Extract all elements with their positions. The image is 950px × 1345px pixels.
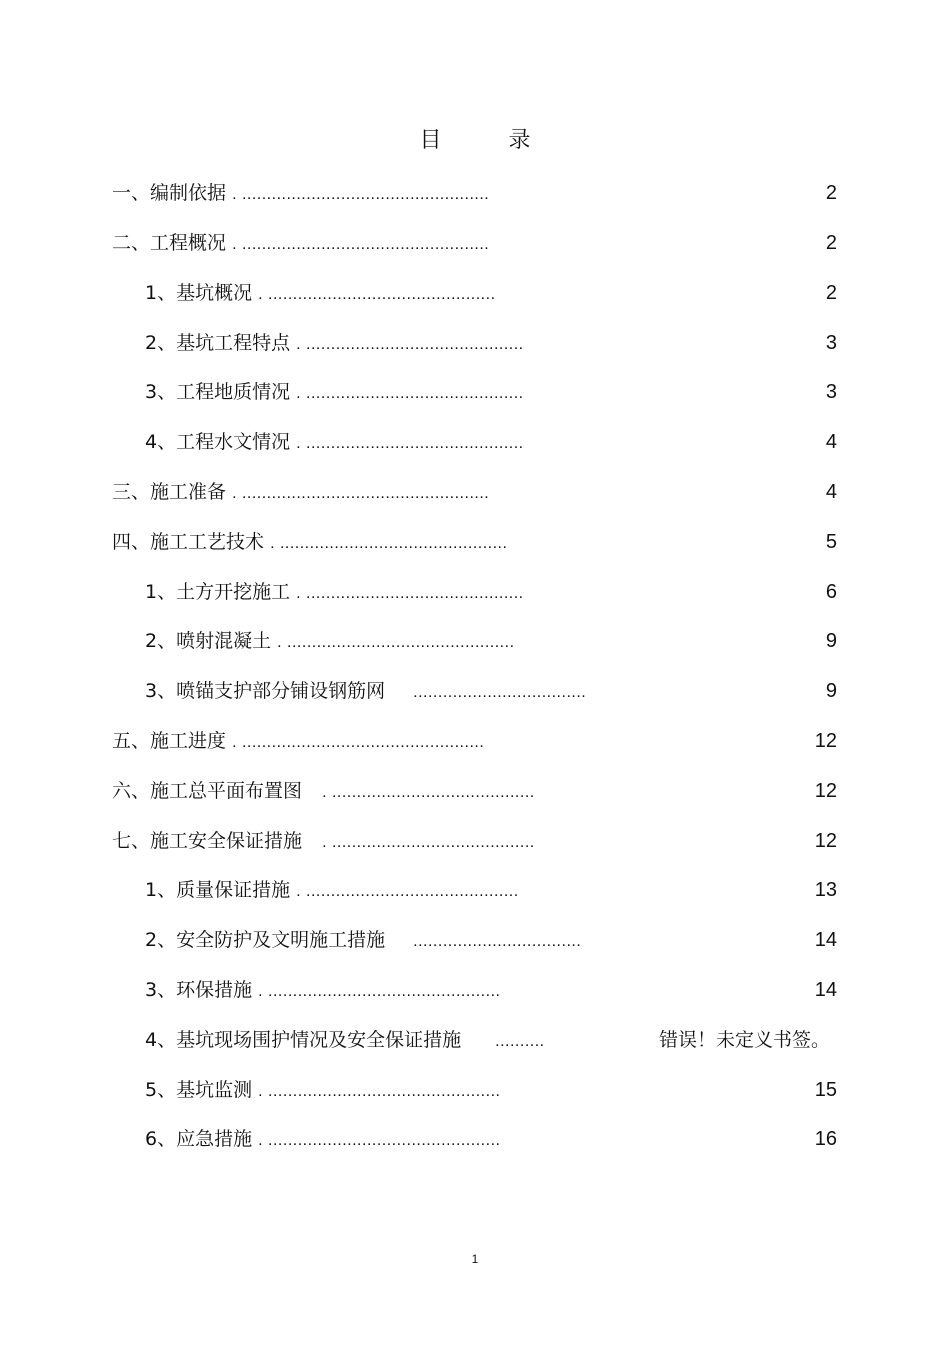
toc-leader-dots: ..........: [495, 1033, 545, 1050]
toc-entry-label: 4、工程水文情况: [145, 431, 291, 453]
toc-entry[interactable]: [145, 923, 581, 957]
toc-leader-dots: . ............................................: [296, 585, 524, 602]
toc-entry[interactable]: [112, 724, 484, 758]
toc-leader-dots: . .................................................: [232, 734, 485, 751]
toc-entry-label: 七、施工安全保证措施: [112, 830, 303, 852]
toc-leader-dots: . .........................................: [322, 834, 535, 851]
toc-entry[interactable]: [112, 176, 489, 210]
toc-entry-label: 2、基坑工程特点: [145, 332, 291, 354]
toc-entry[interactable]: [145, 575, 524, 609]
toc-page-number: 13: [814, 879, 837, 901]
toc-leader-dots: . ............................................: [296, 336, 524, 353]
toc-page-number: 16: [814, 1128, 837, 1150]
toc-leader-dots: . ...............................................: [258, 1132, 501, 1149]
toc-entry[interactable]: [145, 326, 524, 360]
toc-page-number: 14: [814, 929, 837, 951]
toc-entry-label: 3、工程地质情况: [145, 381, 291, 403]
toc-entry-label: 6、应急措施: [145, 1128, 253, 1150]
toc-entry[interactable]: [145, 1122, 500, 1156]
toc-page-number: 9: [825, 680, 837, 702]
toc-entry-label: 1、土方开挖施工: [145, 581, 291, 603]
toc-entry[interactable]: [145, 624, 515, 658]
toc-leader-dots: . ...............................................: [258, 983, 501, 1000]
toc-page-number: 6: [825, 581, 837, 603]
toc-page-number: 2: [825, 282, 837, 304]
toc-entry-label: 1、质量保证措施: [145, 879, 291, 901]
toc-entry[interactable]: [112, 475, 489, 509]
toc-entry-label: 3、喷锚支护部分铺设钢筋网: [145, 680, 386, 702]
toc-entry-label: 三、施工准备: [112, 481, 227, 503]
toc-entry-label: 二、工程概况: [112, 232, 227, 254]
toc-page-number: 5: [825, 531, 837, 553]
toc-page-number: 12: [814, 780, 837, 802]
toc-entry-label: 2、喷射混凝土: [145, 630, 272, 652]
toc-leader-dots: . ..............................................: [277, 634, 515, 651]
toc-page-number: 4: [825, 431, 837, 453]
toc-entry[interactable]: [145, 873, 519, 907]
toc-entry[interactable]: [145, 375, 524, 409]
toc-leader-dots: . ............................................: [296, 435, 524, 452]
toc-entry[interactable]: [112, 525, 507, 559]
toc-leader-dots: . ..................................................: [232, 186, 490, 203]
toc-entry-label: 1、基坑概况: [145, 282, 253, 304]
toc-leader-dots: . ..............................................: [270, 535, 508, 552]
toc-entry-label: 一、编制依据: [112, 182, 227, 204]
toc-entry-label: 2、安全防护及文明施工措施: [145, 929, 386, 951]
toc-page-number: 14: [814, 979, 837, 1001]
toc-page-number: 12: [814, 730, 837, 752]
toc-page-number: 4: [825, 481, 837, 503]
toc-leader-dots: . ...........................................: [296, 883, 519, 900]
toc-page-number: 2: [825, 182, 837, 204]
toc-entry[interactable]: [145, 1023, 545, 1057]
page-number-footer: 1: [471, 1252, 479, 1266]
toc-leader-dots: . ...............................................: [258, 1083, 501, 1100]
toc-entry-label: 五、施工进度: [112, 730, 227, 752]
toc-entry[interactable]: [145, 276, 496, 310]
toc-leader-dots: . ............................................: [296, 385, 524, 402]
toc-entry-label: 3、环保措施: [145, 979, 253, 1001]
toc-entry[interactable]: [112, 226, 489, 260]
toc-leader-dots: ...................................: [413, 684, 587, 701]
toc-page-number: 15: [814, 1079, 837, 1101]
toc-page-number: 9: [825, 630, 837, 652]
toc-leader-dots: . ..................................................: [232, 236, 490, 253]
toc-entry[interactable]: [145, 973, 500, 1007]
toc-entry[interactable]: [145, 674, 586, 708]
toc-entry[interactable]: [112, 774, 535, 808]
toc-entry[interactable]: [112, 824, 535, 858]
toc-leader-dots: . ..............................................: [258, 286, 496, 303]
toc-entry-label: 4、基坑现场围护情况及安全保证措施: [145, 1029, 462, 1051]
toc-entry[interactable]: [145, 1073, 500, 1107]
toc-page-number: 3: [825, 381, 837, 403]
toc-entry-label: 四、施工工艺技术: [112, 531, 265, 553]
toc-title: 目 录: [419, 128, 561, 153]
toc-error-text: 错误！未定义书签。: [658, 1029, 830, 1051]
toc-entry-label: 5、基坑监测: [145, 1079, 253, 1101]
toc-entry[interactable]: [145, 425, 524, 459]
toc-entry-label: 六、施工总平面布置图: [112, 780, 303, 802]
toc-page-number: 12: [814, 830, 837, 852]
toc-leader-dots: ..................................: [413, 933, 582, 950]
toc-leader-dots: . .........................................: [322, 784, 535, 801]
toc-page-number: 3: [825, 332, 837, 354]
toc-page-number: 2: [825, 232, 837, 254]
toc-leader-dots: . ..................................................: [232, 485, 490, 502]
